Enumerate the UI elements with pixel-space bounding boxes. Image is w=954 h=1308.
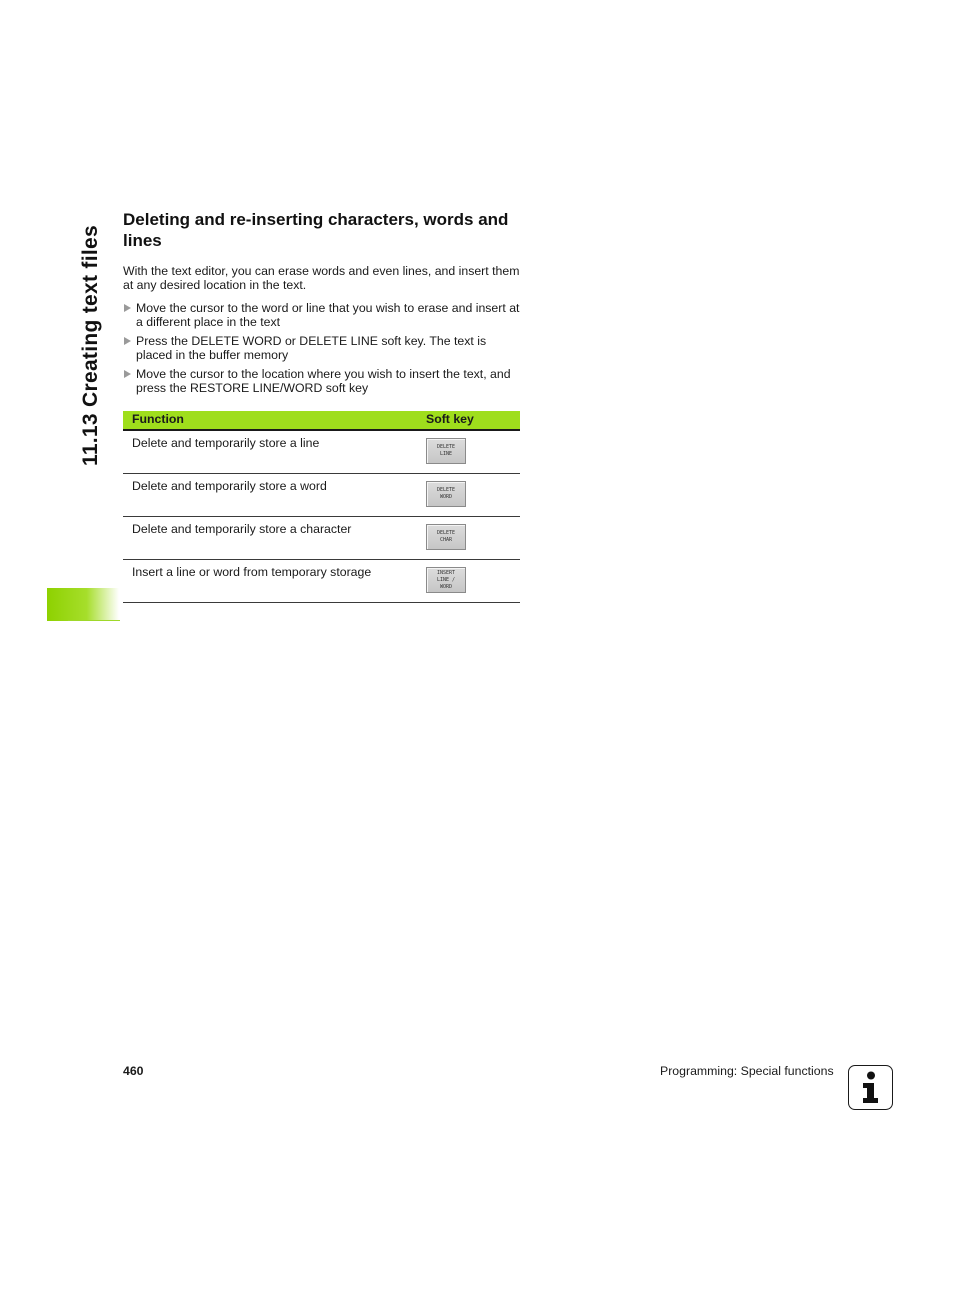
page-number: 460 [123, 1064, 144, 1078]
delete-word-softkey-icon [426, 481, 466, 507]
softkey-label-line: DELETE [436, 530, 456, 536]
softkey-label-line: DELETE [436, 487, 456, 493]
softkey-label-line: WORD [439, 494, 453, 500]
step-item [123, 334, 523, 362]
chapter-tab-marker [47, 588, 119, 621]
chapter-title: Programming: Special functions [660, 1064, 834, 1078]
function-cell: Insert a line or word from temporary storage [132, 565, 372, 579]
step-arrow-icon [124, 370, 131, 378]
softkey-label-line: DELETE [436, 444, 456, 450]
step-text: Press the DELETE WORD or DELETE LINE soft key. The text is placed in the buffer memory [136, 334, 487, 362]
table-row [123, 517, 520, 560]
softkey-label-line: CHAR [439, 537, 453, 543]
function-cell: Delete and temporarily store a character [132, 522, 352, 536]
header-softkey: Soft key [426, 412, 474, 426]
function-cell: Delete and temporarily store a word [132, 479, 327, 493]
step-arrow-icon [124, 337, 131, 345]
section-heading: Deleting and re-inserting characters, words and lines [123, 210, 509, 250]
table-header [123, 411, 520, 431]
step-item [123, 367, 523, 395]
table-row [123, 474, 520, 517]
step-list [123, 301, 523, 400]
step-text: Move the cursor to the word or line that you wish to erase and insert at a different place in the text [136, 301, 520, 329]
side-section-title-text: 11.13 Creating text files [79, 225, 102, 466]
table-row [123, 431, 520, 474]
table-row [123, 560, 520, 603]
info-icon [848, 1065, 893, 1110]
softkey-label-line: WORD [439, 583, 453, 590]
step-arrow-icon [124, 304, 131, 312]
function-cell: Delete and temporarily store a line [132, 436, 320, 450]
header-function: Function [132, 412, 184, 426]
insert-line-word-softkey-icon [426, 567, 466, 593]
step-text: Move the cursor to the location where you wish to insert the text, and press the RESTORE LINE/WORD soft key [136, 367, 511, 395]
softkey-table [123, 411, 520, 603]
softkey-label-line: LINE / [436, 576, 456, 583]
softkey-label-line: LINE [439, 451, 453, 457]
step-item [123, 301, 523, 329]
delete-char-softkey-icon [426, 524, 466, 550]
softkey-label-line: INSERT [436, 569, 456, 576]
intro-paragraph: With the text editor, you can erase words and even lines, and insert them at any desired location in the text. [123, 264, 520, 292]
side-section-title [78, 216, 104, 466]
delete-line-softkey-icon [426, 438, 466, 464]
chapter-tab-underline [68, 620, 120, 621]
